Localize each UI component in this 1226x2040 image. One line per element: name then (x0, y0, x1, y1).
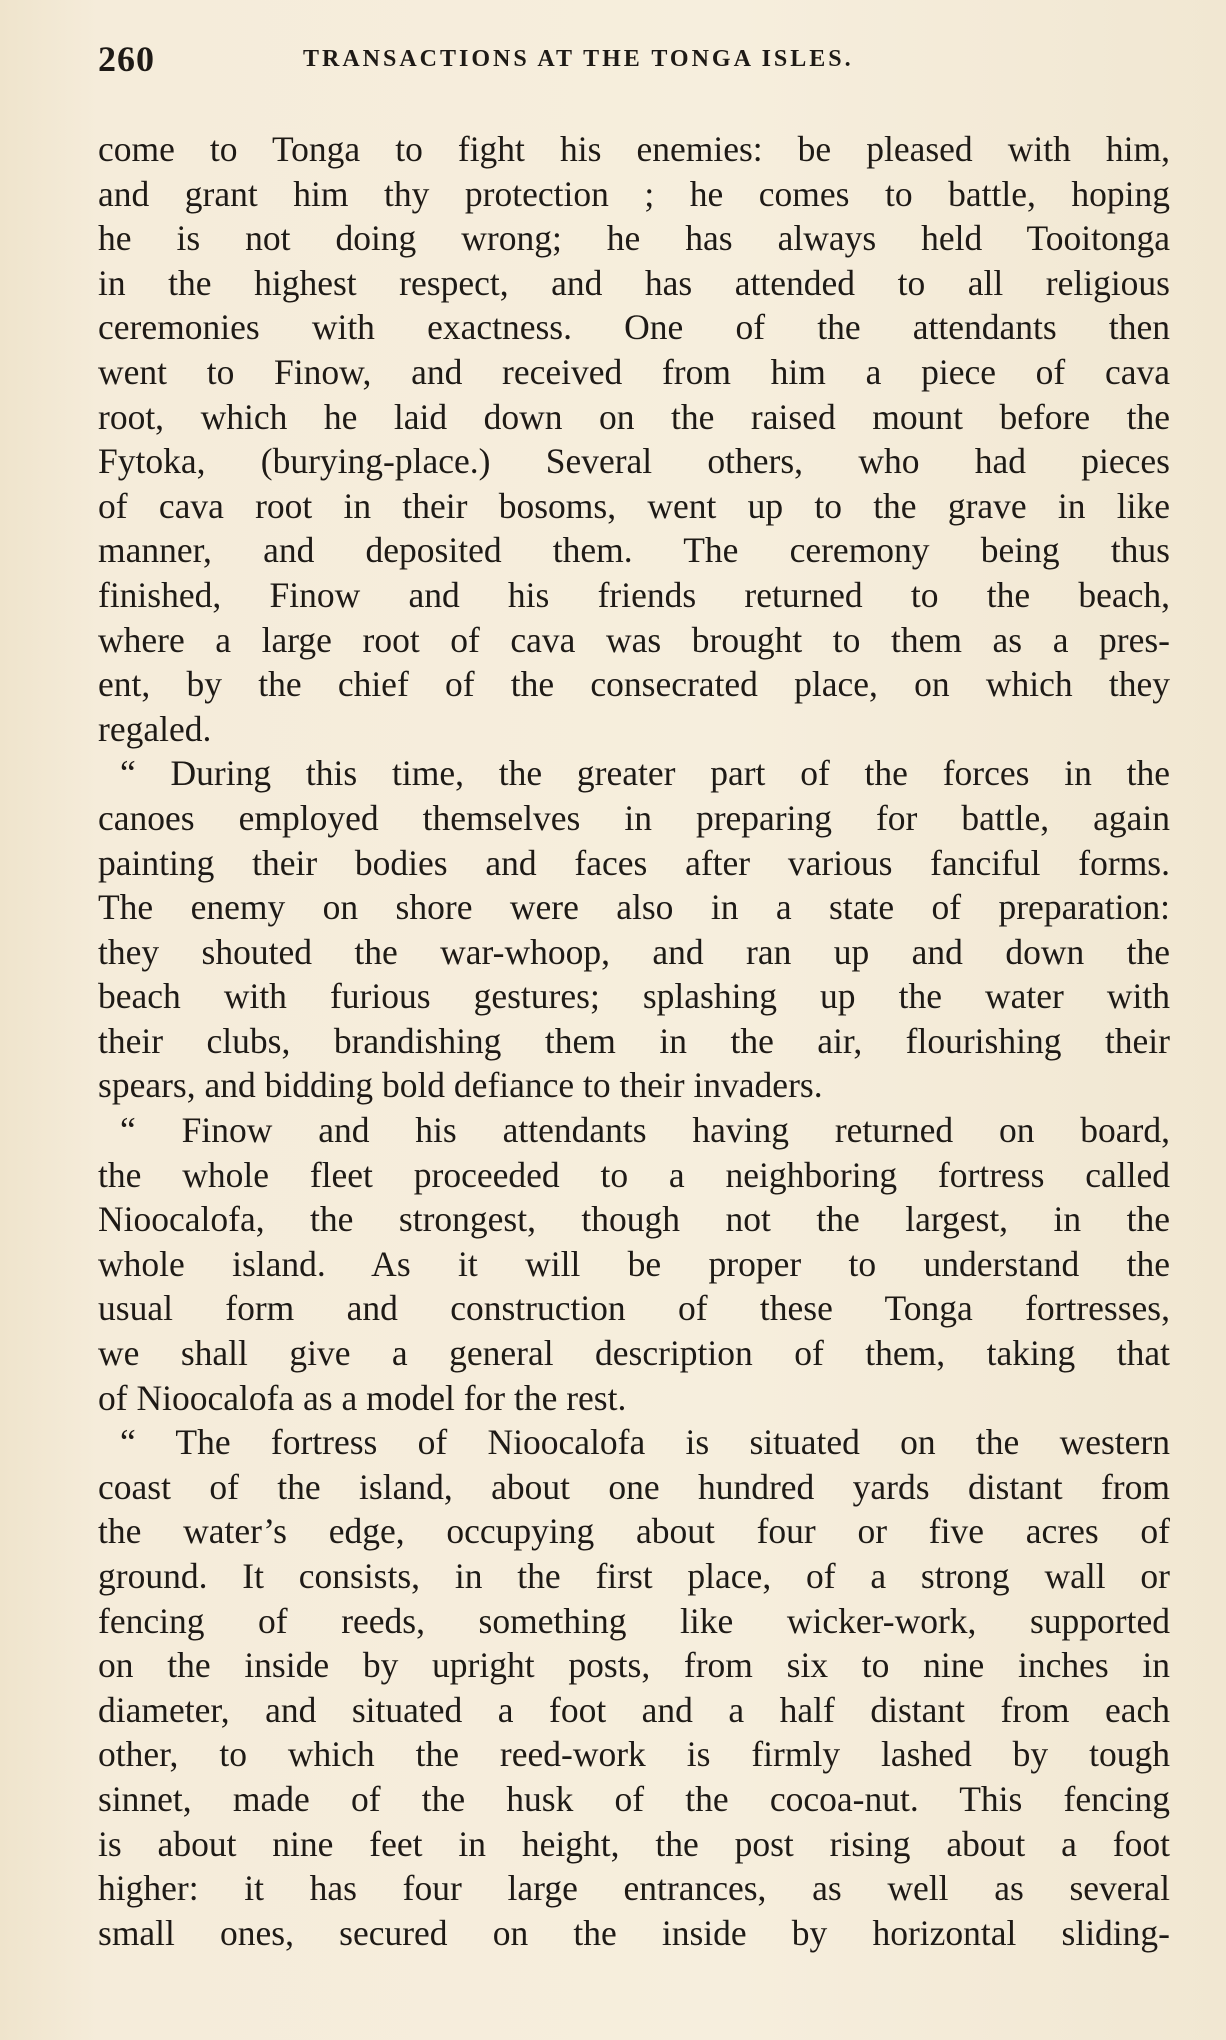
text-line: where a large root of cava was brought to them as a pres- (98, 619, 1170, 660)
text-line: root, which he laid down on the raised mount before the (98, 396, 1170, 437)
text-line: usual form and construction of these Tonga fortresses, (98, 1288, 1170, 1329)
text-line: other, to which the reed-work is firmly lashed by tough (98, 1734, 1170, 1775)
text-line: of Nioocalofa as a model for the rest. (98, 1377, 627, 1418)
page-number: 260 (98, 39, 155, 79)
text-line: of cava root in their bosoms, went up to the grave in like (98, 485, 1170, 526)
running-head: TRANSACTIONS AT THE TONGA ISLES. (303, 46, 854, 72)
text-line: their clubs, brandishing them in the air, flourishing their (98, 1020, 1170, 1061)
text-line: “ During this time, the greater part of the forces in the (120, 753, 1170, 794)
text-line: finished, Finow and his friends returned to the beach, (98, 574, 1170, 615)
text-line: diameter, and situated a foot and a half distant from each (98, 1689, 1170, 1730)
text-line: spears, and bidding bold defiance to their invaders. (98, 1065, 823, 1106)
text-line: they shouted the war-whoop, and ran up and down the (98, 931, 1170, 972)
body-text (98, 127, 1170, 1955)
text-line: sinnet, made of the husk of the cocoa-nut. This fencing (98, 1778, 1170, 1819)
text-line: regaled. (98, 708, 212, 749)
page-header (98, 38, 1168, 88)
text-line: “ The fortress of Nioocalofa is situated on the western (120, 1422, 1170, 1463)
text-line: the whole fleet proceeded to a neighboring fortress called (98, 1154, 1170, 1195)
text-line: Nioocalofa, the strongest, though not the largest, in the (98, 1199, 1170, 1240)
text-line: fencing of reeds, something like wicker-work, supported (98, 1600, 1170, 1641)
text-line: “ Finow and his attendants having returned on board, (120, 1110, 1170, 1151)
text-line: went to Finow, and received from him a piece of cava (98, 351, 1170, 392)
text-line: beach with furious gestures; splashing up the water with (98, 976, 1170, 1017)
text-line: manner, and deposited them. The ceremony being thus (98, 530, 1170, 571)
text-line: higher: it has four large entrances, as well as several (98, 1868, 1170, 1909)
text-line: in the highest respect, and has attended to all religious (98, 262, 1170, 303)
text-line: The enemy on shore were also in a state of preparation: (98, 887, 1170, 928)
text-line: the water’s edge, occupying about four or five acres of (98, 1511, 1170, 1552)
text-line: whole island. As it will be proper to understand the (98, 1243, 1170, 1284)
text-line: on the inside by upright posts, from six to nine inches in (98, 1645, 1170, 1686)
text-line: ground. It consists, in the first place, of a strong wall or (98, 1556, 1170, 1596)
text-line: coast of the island, about one hundred yards distant from (98, 1466, 1170, 1507)
text-line: is about nine feet in height, the post rising about a foot (98, 1823, 1170, 1864)
text-line: painting their bodies and faces after various fanciful forms. (98, 842, 1170, 883)
text-line: canoes employed themselves in preparing for battle, again (98, 797, 1170, 838)
text-line: and grant him thy protection ; he comes to battle, hoping (98, 173, 1170, 214)
text-line: ceremonies with exactness. One of the attendants then (98, 307, 1170, 348)
text-line: come to Tonga to fight his enemies: be pleased with him, (98, 129, 1170, 169)
text-line: small ones, secured on the inside by horizontal sliding- (98, 1912, 1170, 1953)
text-line: we shall give a general description of them, taking that (98, 1333, 1170, 1374)
text-line: Fytoka, (burying-place.) Several others, who had pieces (98, 441, 1170, 482)
text-line: ent, by the chief of the consecrated place, on which they (98, 664, 1170, 705)
text-line: he is not doing wrong; he has always held Tooitonga (98, 218, 1170, 259)
